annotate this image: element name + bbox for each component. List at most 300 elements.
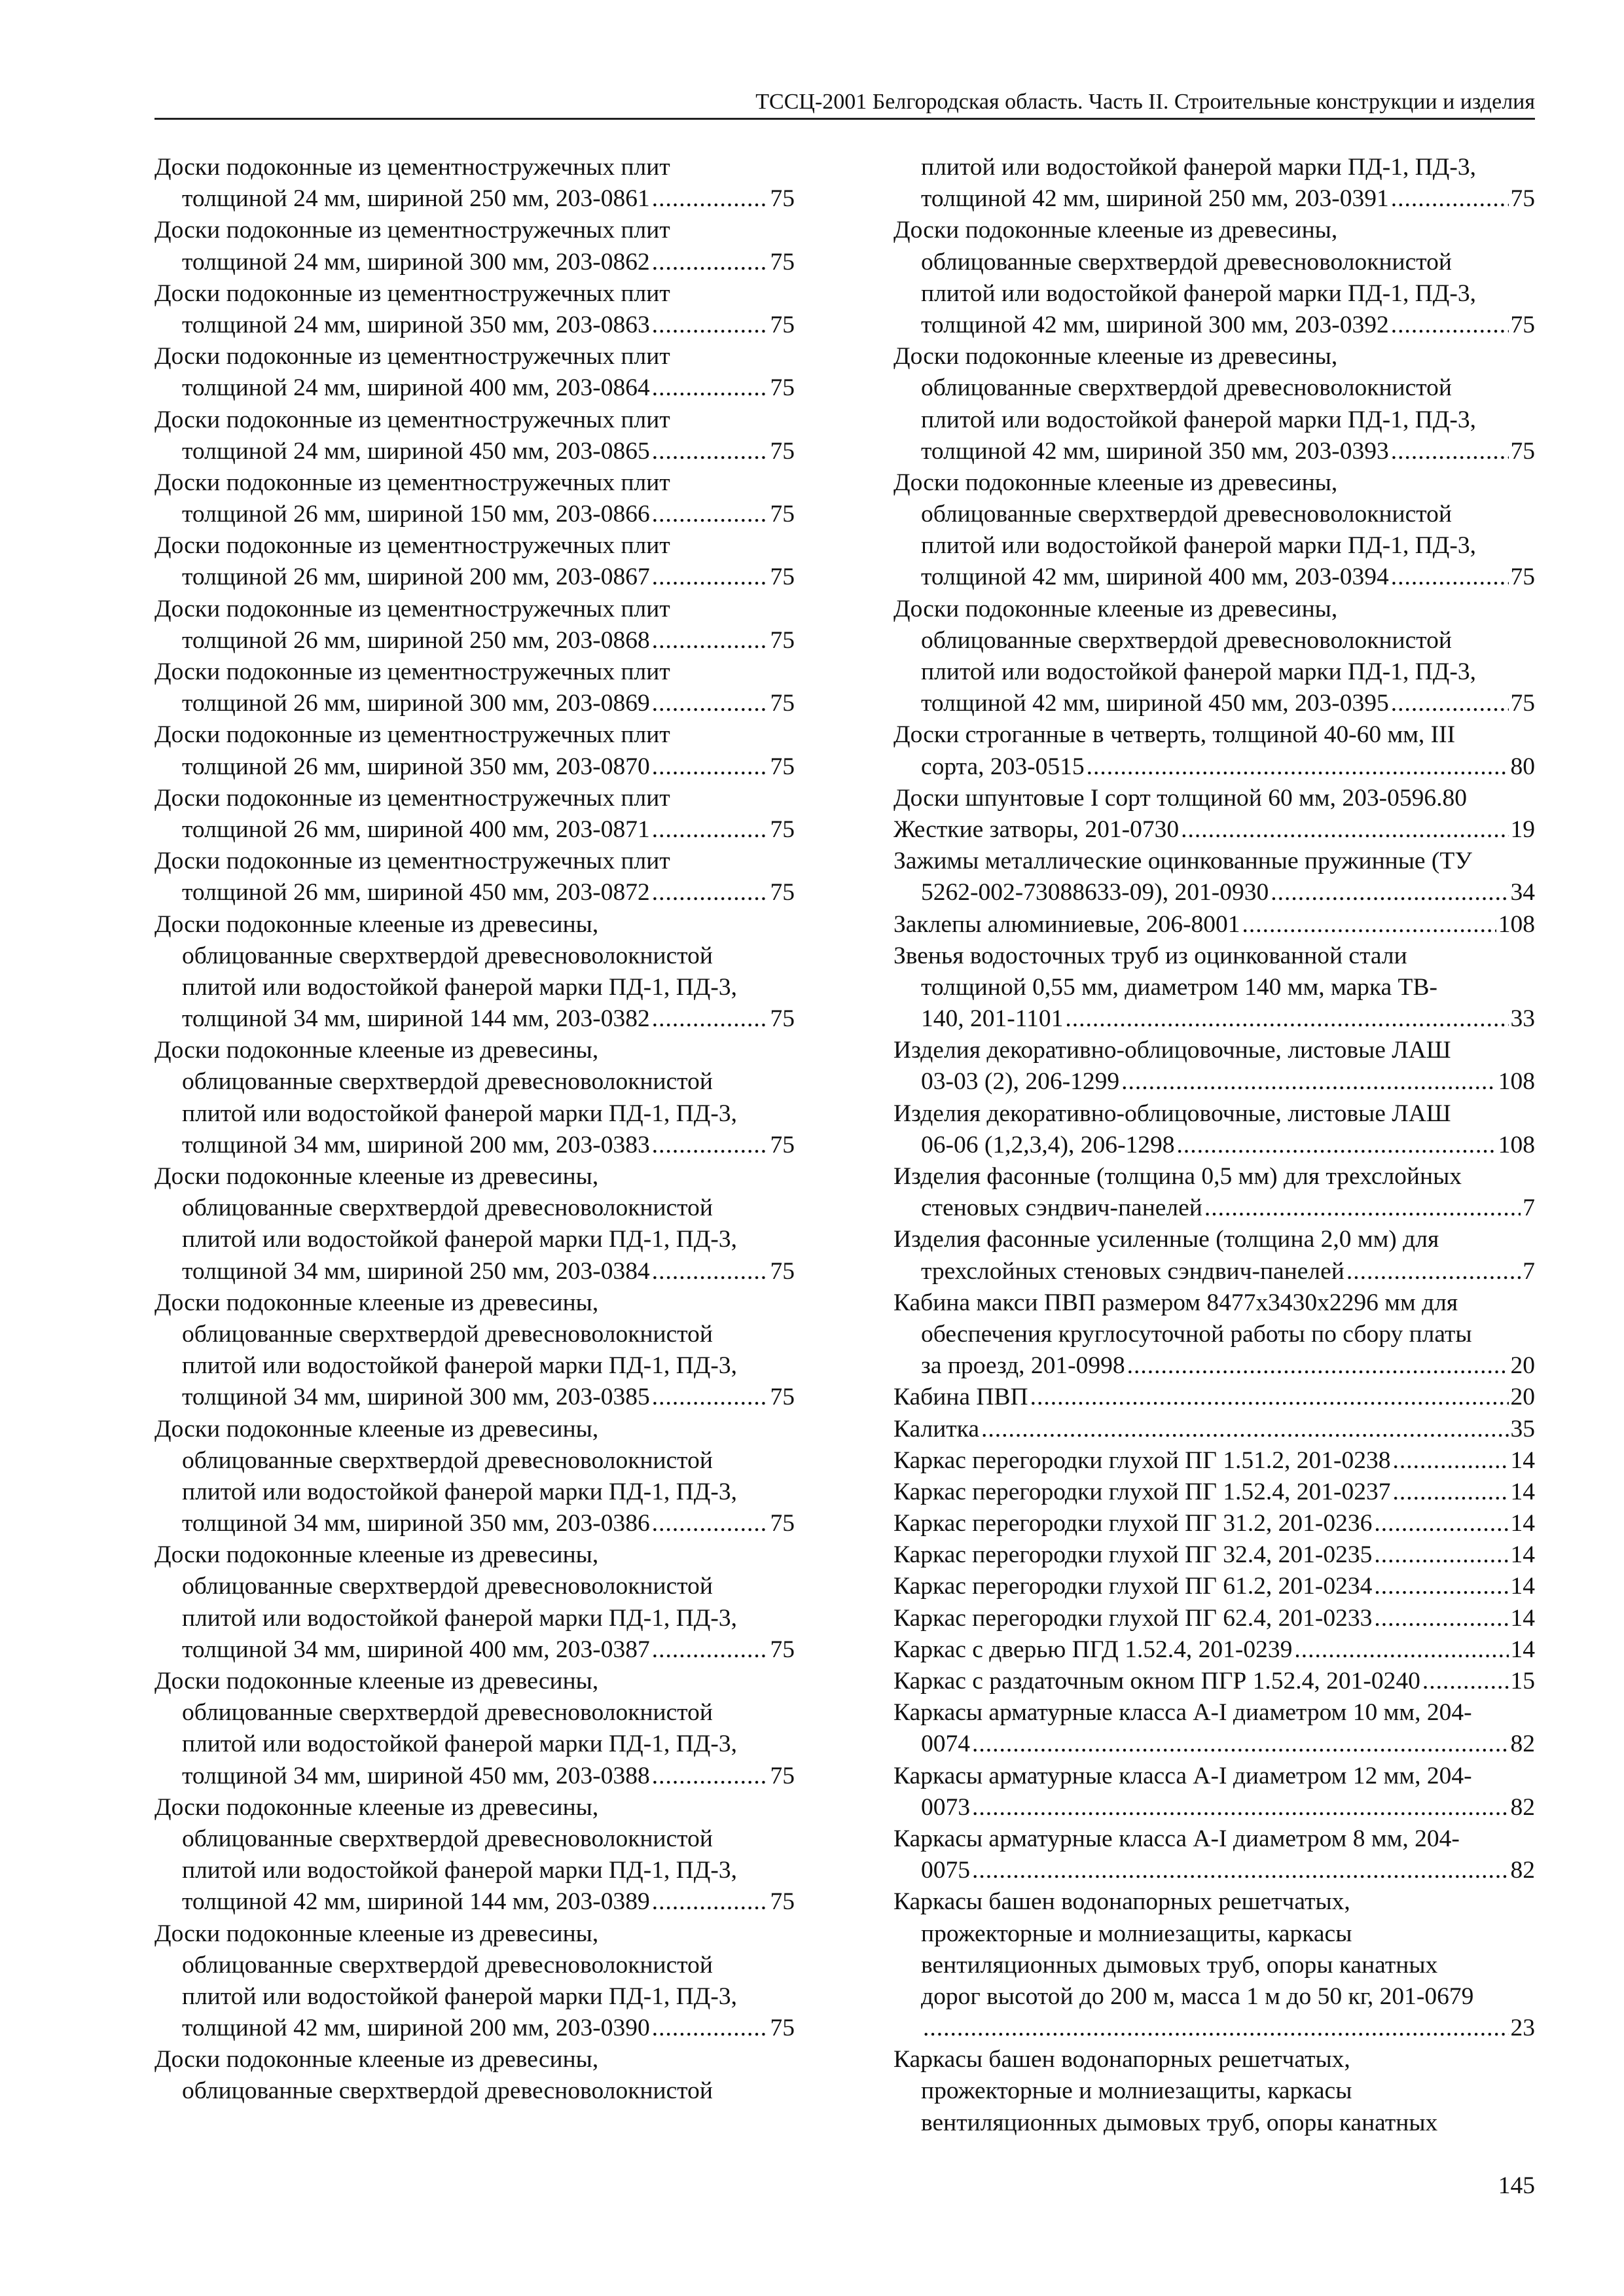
entry-text: плитой или водостойкой фанерой марки ПД-1, ПД-3, xyxy=(182,1731,737,1758)
entry-text: толщиной 26 мм, шириной 200 мм, 203-0867 xyxy=(182,564,650,591)
entry-page-number: 80 xyxy=(1510,753,1535,780)
entry-line xyxy=(154,2013,795,2044)
dot-leader xyxy=(652,1130,768,1161)
entry-line xyxy=(154,846,795,877)
entry-line xyxy=(154,594,795,625)
entry-text: Доски подоконные клееные из древесины, xyxy=(154,1289,599,1316)
entry-text: толщиной 42 мм, шириной 350 мм, 203-0393 xyxy=(921,437,1389,465)
entry-text: толщиной 24 мм, шириной 450 мм, 203-0865 xyxy=(182,437,650,465)
dot-leader xyxy=(652,1508,768,1539)
entry-text: Каркас перегородки глухой ПГ 32.4, 201-0235 xyxy=(893,1541,1373,1569)
entry-text: облицованные сверхтвердой древесноволокнистой xyxy=(921,501,1452,528)
entry-page-number: 7 xyxy=(1523,1257,1535,1285)
entry-text: Каркасы башен водонапорных решетчатых, xyxy=(893,2046,1350,2073)
entry-text: Доски подоконные клееные из древесины, xyxy=(154,1163,599,1190)
entry-line xyxy=(893,594,1535,625)
index-entry xyxy=(154,909,795,1035)
entry-page-number: 75 xyxy=(770,185,795,213)
entry-line xyxy=(893,1666,1535,1697)
entry-text: сорта, 203-0515 xyxy=(921,753,1085,780)
entry-page-number: 108 xyxy=(1498,1131,1535,1158)
index-entry xyxy=(893,215,1535,341)
entry-text: 0075 xyxy=(921,1857,970,1884)
entry-text: облицованные сверхтвердой древесноволокнистой xyxy=(182,2077,713,2105)
entry-line xyxy=(154,215,795,246)
entry-text: Каркасы арматурные класса А-I диаметром 8 мм, 204- xyxy=(893,1825,1460,1852)
index-entry xyxy=(154,1287,795,1414)
index-entry xyxy=(893,909,1535,941)
entry-page-number: 75 xyxy=(1510,185,1535,213)
entry-text: облицованные сверхтвердой древесноволокнистой xyxy=(182,1573,713,1600)
entry-line xyxy=(893,1035,1535,1066)
entry-line xyxy=(893,530,1535,562)
index-entry xyxy=(893,1539,1535,1571)
entry-text: облицованные сверхтвердой древесноволокнистой xyxy=(921,374,1452,402)
dot-leader xyxy=(1127,1350,1509,1382)
dot-leader xyxy=(652,372,768,404)
entry-text: плитой или водостойкой фанерой марки ПД-1, ПД-3, xyxy=(182,1100,737,1127)
dot-leader xyxy=(972,1729,1509,1760)
entry-text: толщиной 34 мм, шириной 400 мм, 203-0387 xyxy=(182,1636,650,1663)
entry-page-number: 75 xyxy=(1510,564,1535,591)
entry-line xyxy=(154,972,795,1003)
entry-text: толщиной 26 мм, шириной 450 мм, 203-0872 xyxy=(182,879,650,906)
index-entry xyxy=(893,846,1535,908)
entry-text: Каркас с раздаточным окном ПГР 1.52.4, 201-0240 xyxy=(893,1668,1420,1695)
entry-line xyxy=(154,1697,795,1729)
dot-leader xyxy=(652,1256,768,1287)
entry-text: Доски подоконные из цементностружечных плит xyxy=(154,595,670,622)
entry-line xyxy=(893,625,1535,656)
entry-text: Доски подоконные из цементностружечных плит xyxy=(154,784,670,812)
entry-page-number: 14 xyxy=(1510,1636,1535,1663)
entry-line xyxy=(154,562,795,593)
entry-text: Доски подоконные из цементностружечных плит xyxy=(154,658,670,685)
dot-leader xyxy=(1181,814,1508,846)
dot-leader xyxy=(981,1414,1509,1445)
index-entry xyxy=(893,1414,1535,1445)
entry-page-number: 108 xyxy=(1498,910,1535,938)
index-entry xyxy=(893,1666,1535,1697)
dot-leader xyxy=(923,2013,1509,2044)
entry-page-number: 33 xyxy=(1510,1005,1535,1033)
dot-leader xyxy=(1422,1666,1509,1697)
entry-page-number: 75 xyxy=(770,311,795,338)
entry-text: дорог высотой до 200 м, масса 1 м до 50 кг, 201-0679 xyxy=(921,1982,1474,2010)
entry-line xyxy=(893,1161,1535,1193)
entry-line xyxy=(893,341,1535,372)
index-entry xyxy=(154,1539,795,1666)
entry-line xyxy=(893,1445,1535,1477)
index-entry xyxy=(893,1098,1535,1161)
entry-page-number: 75 xyxy=(770,374,795,402)
entry-line xyxy=(893,941,1535,972)
entry-line xyxy=(893,1792,1535,1823)
entry-line xyxy=(893,2044,1535,2075)
dot-leader xyxy=(652,562,768,593)
index-entry xyxy=(154,2044,795,2107)
dot-leader xyxy=(652,1634,768,1666)
index-entry xyxy=(893,1823,1535,1886)
entry-text: облицованные сверхтвердой древесноволокнистой xyxy=(182,1699,713,1727)
dot-leader xyxy=(1391,562,1509,593)
entry-text: Заклепы алюминиевые, 206-8001 xyxy=(893,910,1240,938)
entry-text: толщиной 24 мм, шириной 250 мм, 203-0861 xyxy=(182,185,650,213)
index-entry xyxy=(154,404,795,467)
index-entry xyxy=(154,1414,795,1540)
index-entry xyxy=(154,530,795,593)
entry-line xyxy=(893,656,1535,688)
entry-line xyxy=(154,372,795,404)
index-entry xyxy=(154,1666,795,1792)
entry-line xyxy=(154,1098,795,1130)
entry-page-number: 75 xyxy=(1510,311,1535,338)
entry-page-number: 75 xyxy=(770,1005,795,1033)
entry-line xyxy=(893,2075,1535,2107)
entry-text: плитой или водостойкой фанерой марки ПД-1, ПД-3, xyxy=(182,1982,737,2010)
entry-text: Доски подоконные из цементностружечных плит xyxy=(154,532,670,560)
entry-page-number: 75 xyxy=(770,1510,795,1537)
entry-text: Зажимы металлические оцинкованные пружинные (ТУ xyxy=(893,848,1472,875)
entry-text: Изделия фасонные (толщина 0,5 мм) для трехслойных xyxy=(893,1163,1462,1190)
entry-text: Доски подоконные клееные из древесины, xyxy=(154,1920,599,1947)
entry-text: Калитка xyxy=(893,1415,979,1443)
entry-line xyxy=(893,278,1535,310)
entry-line xyxy=(893,562,1535,593)
index-entry xyxy=(893,1508,1535,1539)
entry-page-number: 75 xyxy=(770,501,795,528)
entry-line xyxy=(154,1319,795,1350)
index-entry xyxy=(154,152,795,215)
entry-text: облицованные сверхтвердой древесноволокнистой xyxy=(182,1951,713,1979)
entry-line xyxy=(893,1761,1535,1792)
entry-text: плитой или водостойкой фанерой марки ПД-1, ПД-3, xyxy=(921,406,1476,433)
entry-line xyxy=(154,1003,795,1035)
entry-page-number: 82 xyxy=(1510,1857,1535,1884)
entry-line xyxy=(893,1256,1535,1287)
entry-text: Каркасы арматурные класса А-I диаметром 10 мм, 204- xyxy=(893,1699,1472,1727)
entry-line xyxy=(893,814,1535,846)
entry-line xyxy=(154,341,795,372)
entry-line xyxy=(893,1382,1535,1413)
dot-leader xyxy=(1393,1477,1509,1508)
index-entry xyxy=(154,1792,795,1918)
entry-page-number: 75 xyxy=(770,1384,795,1411)
entry-line xyxy=(893,1508,1535,1539)
entry-line xyxy=(154,1414,795,1445)
entry-page-number: 14 xyxy=(1510,1510,1535,1537)
entry-line xyxy=(154,814,795,846)
index-entry xyxy=(893,814,1535,846)
index-entry xyxy=(154,341,795,404)
entry-line xyxy=(893,1477,1535,1508)
entry-line xyxy=(154,1761,795,1792)
index-entry xyxy=(893,1224,1535,1287)
entry-line xyxy=(893,1066,1535,1098)
entry-text: Доски подоконные клееные из древесины, xyxy=(154,1415,599,1443)
index-column-left xyxy=(154,152,795,2108)
entry-line xyxy=(893,688,1535,719)
entry-text: прожекторные и молниезащиты, каркасы xyxy=(921,1920,1352,1947)
entry-line xyxy=(893,247,1535,278)
entry-text: толщиной 42 мм, шириной 300 мм, 203-0392 xyxy=(921,311,1389,338)
index-entry xyxy=(154,1918,795,2045)
entry-text: облицованные сверхтвердой древесноволокнистой xyxy=(182,1320,713,1348)
entry-page-number: 82 xyxy=(1510,1731,1535,1758)
entry-text: толщиной 42 мм, шириной 450 мм, 203-0395 xyxy=(921,690,1389,717)
entry-text: толщиной 24 мм, шириной 400 мм, 203-0864 xyxy=(182,374,650,402)
entry-text: облицованные сверхтвердой древесноволокнистой xyxy=(182,942,713,969)
entry-text: толщиной 34 мм, шириной 144 мм, 203-0382 xyxy=(182,1005,650,1033)
entry-line xyxy=(893,1319,1535,1350)
entry-line xyxy=(893,1855,1535,1886)
index-entry xyxy=(893,1445,1535,1477)
entry-text: Доски подоконные из цементностружечных плит xyxy=(154,343,670,370)
entry-text: Каркасы арматурные класса А-I диаметром 12 мм, 204- xyxy=(893,1762,1472,1789)
entry-line xyxy=(893,1918,1535,1950)
dot-leader xyxy=(652,688,768,719)
entry-text: Доски подоконные из цементностружечных плит xyxy=(154,217,670,244)
entry-line xyxy=(154,1918,795,1950)
entry-line xyxy=(893,1634,1535,1666)
index-entry xyxy=(154,783,795,846)
entry-page-number: 23 xyxy=(1510,2015,1535,2042)
entry-line xyxy=(893,1350,1535,1382)
entry-line xyxy=(154,436,795,467)
entry-text: толщиной 26 мм, шириной 150 мм, 203-0866 xyxy=(182,501,650,528)
entry-text: за проезд, 201-0998 xyxy=(921,1352,1125,1380)
dot-leader xyxy=(1391,436,1509,467)
entry-line xyxy=(893,1571,1535,1602)
entry-line xyxy=(154,877,795,908)
dot-leader xyxy=(652,751,768,783)
entry-text: Каркас перегородки глухой ПГ 31.2, 201-0236 xyxy=(893,1510,1373,1537)
dot-leader xyxy=(1087,751,1509,783)
entry-text: толщиной 42 мм, шириной 250 мм, 203-0391 xyxy=(921,185,1389,213)
entry-text: 140, 201-1101 xyxy=(921,1005,1064,1033)
dot-leader xyxy=(652,183,768,215)
index-entry xyxy=(893,2044,1535,2139)
index-entry xyxy=(154,846,795,908)
entry-text: облицованные сверхтвердой древесноволокнистой xyxy=(182,1194,713,1222)
index-entry xyxy=(893,1886,1535,2044)
entry-line xyxy=(154,1981,795,2013)
index-entry xyxy=(893,1161,1535,1224)
entry-line xyxy=(154,183,795,215)
entry-page-number: 14 xyxy=(1510,1541,1535,1569)
entry-page-number: 75 xyxy=(770,1636,795,1663)
entry-line xyxy=(154,530,795,562)
entry-line xyxy=(154,278,795,310)
entry-line xyxy=(893,1539,1535,1571)
entry-page-number: 14 xyxy=(1510,1446,1535,1474)
index-entry xyxy=(154,656,795,719)
entry-text: Каркасы башен водонапорных решетчатых, xyxy=(893,1888,1350,1916)
header-title: ТССЦ-2001 Белгородская область. Часть II. Строительные конструкции и изделия xyxy=(755,90,1535,114)
entry-text: толщиной 34 мм, шириной 200 мм, 203-0383 xyxy=(182,1131,650,1158)
entry-line xyxy=(154,1666,795,1697)
entry-page-number: 15 xyxy=(1510,1668,1535,1695)
entry-page-number: 34 xyxy=(1510,879,1535,906)
entry-text: толщиной 42 мм, шириной 400 мм, 203-0394 xyxy=(921,564,1389,591)
entry-text: Изделия декоративно-облицовочные, листовые ЛАШ xyxy=(893,1037,1451,1064)
index-entry xyxy=(893,341,1535,467)
entry-page-number: 75 xyxy=(770,879,795,906)
entry-line xyxy=(154,404,795,436)
entry-line xyxy=(154,1571,795,1602)
entry-page-number: 75 xyxy=(770,2015,795,2042)
entry-line xyxy=(893,1981,1535,2013)
entry-line xyxy=(154,1603,795,1634)
entry-line xyxy=(893,1823,1535,1855)
entry-line xyxy=(893,1098,1535,1130)
entry-line xyxy=(893,1603,1535,1634)
entry-line xyxy=(154,1445,795,1477)
entry-text: плитой или водостойкой фанерой марки ПД-1, ПД-3, xyxy=(182,1857,737,1884)
dot-leader xyxy=(1065,1003,1508,1035)
index-entry xyxy=(893,1571,1535,1602)
entry-line xyxy=(154,1130,795,1161)
index-entry xyxy=(893,1634,1535,1666)
entry-line xyxy=(154,1729,795,1760)
entry-line xyxy=(154,247,795,278)
entry-page-number: 7 xyxy=(1523,1194,1535,1222)
entry-page-number: 20 xyxy=(1510,1384,1535,1411)
dot-leader xyxy=(972,1855,1509,1886)
entry-text: Доски подоконные клееные из древесины, xyxy=(154,1541,599,1569)
entry-line xyxy=(154,2044,795,2075)
entry-line xyxy=(154,625,795,656)
entry-line xyxy=(893,183,1535,215)
entry-text: плитой или водостойкой фанерой марки ПД-1, ПД-3, xyxy=(182,1478,737,1505)
entry-text: 0073 xyxy=(921,1793,970,1821)
dot-leader xyxy=(1346,1256,1521,1287)
dot-leader xyxy=(1374,1539,1508,1571)
index-entry xyxy=(893,1035,1535,1098)
entry-page-number: 75 xyxy=(770,626,795,654)
entry-line xyxy=(893,467,1535,499)
index-entry xyxy=(154,467,795,530)
index-entry xyxy=(154,1035,795,1161)
entry-text: Каркас перегородки глухой ПГ 62.4, 201-0233 xyxy=(893,1604,1373,1632)
entry-text: плитой или водостойкой фанерой марки ПД-1, ПД-3, xyxy=(182,1604,737,1632)
entry-line xyxy=(154,688,795,719)
index-entry xyxy=(893,783,1535,814)
dot-leader xyxy=(652,436,768,467)
entry-page-number: 108 xyxy=(1498,1068,1535,1096)
entry-page-number: 75 xyxy=(1510,690,1535,717)
dot-leader xyxy=(1374,1603,1508,1634)
entry-line xyxy=(893,783,1535,814)
dot-leader xyxy=(1391,183,1509,215)
dot-leader xyxy=(972,1792,1509,1823)
entry-text: Каркас с дверью ПГД 1.52.4, 201-0239 xyxy=(893,1636,1293,1663)
entry-line xyxy=(893,436,1535,467)
entry-page-number: 75 xyxy=(770,753,795,780)
entry-line xyxy=(893,1950,1535,1981)
entry-text: Доски подоконные клееные из древесины, xyxy=(154,1793,599,1821)
entry-text: Доски подоконные из цементностружечных плит xyxy=(154,406,670,433)
entry-page-number: 75 xyxy=(770,564,795,591)
entry-line xyxy=(154,1193,795,1224)
entry-text: Доски подоконные клееные из древесины, xyxy=(154,2046,599,2073)
entry-text: обеспечения круглосуточной работы по сбору платы xyxy=(921,1320,1472,1348)
entry-text: облицованные сверхтвердой древесноволокнистой xyxy=(182,1068,713,1096)
entry-line xyxy=(154,1035,795,1066)
dot-leader xyxy=(1030,1382,1509,1413)
entry-page-number: 75 xyxy=(1510,437,1535,465)
entry-text: Доски подоконные клееные из древесины, xyxy=(893,595,1338,622)
entry-line xyxy=(154,310,795,341)
entry-text: толщиной 42 мм, шириной 200 мм, 203-0390 xyxy=(182,2015,650,2042)
entry-text: облицованные сверхтвердой древесноволокнистой xyxy=(921,248,1452,276)
entry-page-number: 75 xyxy=(770,437,795,465)
entry-line xyxy=(154,499,795,530)
dot-leader xyxy=(652,1382,768,1413)
entry-line xyxy=(154,1066,795,1098)
dot-leader xyxy=(652,499,768,530)
entry-page-number: 35 xyxy=(1510,1415,1535,1443)
entry-text: трехслойных стеновых сэндвич-панелей xyxy=(921,1257,1344,1285)
entry-text: вентиляционных дымовых труб, опоры канатных xyxy=(921,1951,1438,1979)
entry-page-number: 82 xyxy=(1510,1793,1535,1821)
entry-line xyxy=(154,941,795,972)
index-entry xyxy=(893,1761,1535,1823)
index-entry xyxy=(154,594,795,656)
entry-page-number: 75 xyxy=(770,1131,795,1158)
entry-text: облицованные сверхтвердой древесноволокнистой xyxy=(182,1446,713,1474)
entry-text: 5262-002-73088633-09), 201-0930 xyxy=(921,879,1269,906)
entry-page-number: 80 xyxy=(1442,784,1467,812)
entry-text: Доски подоконные из цементностружечных плит xyxy=(154,469,670,496)
entry-line xyxy=(893,1193,1535,1224)
entry-line xyxy=(893,719,1535,751)
entry-text: плитой или водостойкой фанерой марки ПД-1, ПД-3, xyxy=(182,1226,737,1253)
entry-text: Доски подоконные из цементностружечных плит xyxy=(154,848,670,875)
entry-line xyxy=(154,783,795,814)
entry-text: Доски подоконные клееные из древесины, xyxy=(893,469,1338,496)
entry-line xyxy=(154,909,795,941)
entry-line xyxy=(893,404,1535,436)
entry-text: Доски подоконные из цементностружечных плит xyxy=(154,154,670,181)
index-entry xyxy=(893,1287,1535,1382)
index-entry xyxy=(893,467,1535,594)
entry-text: плитой или водостойкой фанерой марки ПД-1, ПД-3, xyxy=(921,658,1476,685)
entry-text: 06-06 (1,2,3,4), 206-1298 xyxy=(921,1131,1175,1158)
entry-line xyxy=(154,1792,795,1823)
entry-line xyxy=(893,215,1535,246)
entry-line xyxy=(893,909,1535,941)
dot-leader xyxy=(652,310,768,341)
entry-text: 0074 xyxy=(921,1731,970,1758)
entry-line xyxy=(154,1950,795,1981)
entry-text: Каркас перегородки глухой ПГ 1.52.4, 201-0237 xyxy=(893,1478,1391,1505)
entry-line xyxy=(154,1823,795,1855)
index-entry xyxy=(893,152,1535,215)
entry-text: плитой или водостойкой фанерой марки ПД-1, ПД-3, xyxy=(921,154,1476,181)
entry-line xyxy=(893,1697,1535,1729)
entry-text: толщиной 42 мм, шириной 144 мм, 203-0389 xyxy=(182,1888,650,1916)
entry-line xyxy=(154,1382,795,1413)
entry-line xyxy=(893,846,1535,877)
entry-line xyxy=(893,152,1535,183)
entry-text: Изделия декоративно-облицовочные, листовые ЛАШ xyxy=(893,1100,1451,1127)
entry-text: толщиной 24 мм, шириной 350 мм, 203-0863 xyxy=(182,311,650,338)
entry-text: плитой или водостойкой фанерой марки ПД-1, ПД-3, xyxy=(921,532,1476,560)
entry-text: Доски подоконные клееные из древесины, xyxy=(154,1668,599,1695)
entry-line xyxy=(154,1855,795,1886)
entry-text: Каркас перегородки глухой ПГ 61.2, 201-0234 xyxy=(893,1573,1373,1600)
